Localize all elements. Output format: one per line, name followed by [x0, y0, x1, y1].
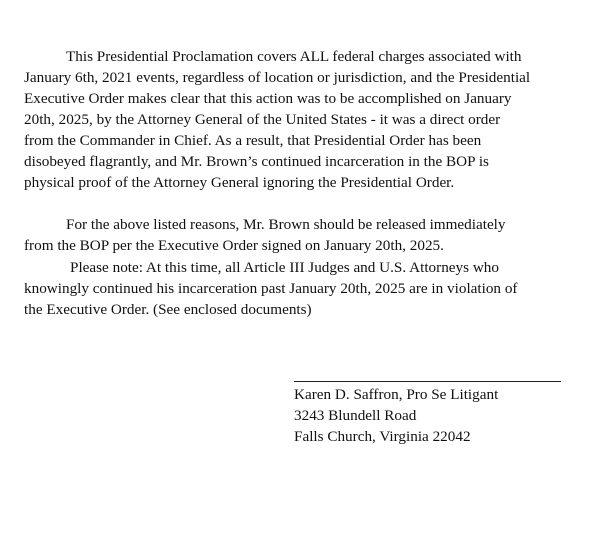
signer-street-address: 3243 Blundell Road — [294, 407, 417, 424]
signer-name: Karen D. Saffron, Pro Se Litigant — [294, 386, 499, 403]
signature-line — [294, 381, 561, 382]
paragraph-3-line: Please note: At this time, all Article III Judges and U.S. Attorneys who — [70, 259, 499, 276]
paragraph-1-line: Executive Order makes clear that this action was to be accomplished on January — [24, 90, 512, 107]
paragraph-3-line: knowingly continued his incarceration past January 20th, 2025 are in violation of — [24, 280, 518, 297]
paragraph-3-line: the Executive Order. (See enclosed documents) — [24, 301, 312, 318]
paragraph-1-line: from the Commander in Chief. As a result, that Presidential Order has been — [24, 132, 482, 149]
paragraph-1-line: disobeyed flagrantly, and Mr. Brown’s continued incarceration in the BOP is — [24, 153, 489, 170]
paragraph-2-line: For the above listed reasons, Mr. Brown should be released immediately — [66, 216, 506, 233]
signer-city-state-zip: Falls Church, Virginia 22042 — [294, 428, 471, 445]
paragraph-2-line: from the BOP per the Executive Order signed on January 20th, 2025. — [24, 237, 444, 254]
paragraph-1-line: physical proof of the Attorney General ignoring the Presidential Order. — [24, 174, 455, 191]
paragraph-1-line: January 6th, 2021 events, regardless of location or jurisdiction, and the Presidential — [24, 69, 531, 86]
paragraph-1-line: 20th, 2025, by the Attorney General of the United States - it was a direct order — [24, 111, 501, 128]
paragraph-1-line: This Presidential Proclamation covers ALL federal charges associated with — [66, 48, 522, 65]
